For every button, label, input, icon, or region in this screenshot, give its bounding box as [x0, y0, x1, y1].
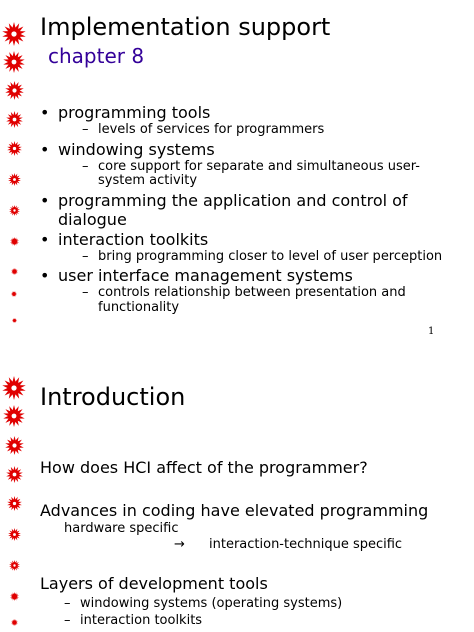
star-decoration-column [0, 372, 30, 632]
bullet-text: • user interface management systems [58, 266, 353, 285]
starburst-icon [9, 556, 20, 575]
sub-bullet-list [58, 286, 465, 315]
bullet-item [40, 230, 465, 265]
layer-item: interaction toolkits [80, 613, 203, 628]
starburst-icon [9, 201, 20, 220]
starburst-icon [11, 611, 18, 630]
layer-item: windowing systems (operating systems) [80, 596, 343, 611]
slide-2 [0, 372, 474, 632]
intro-interaction-specific: interaction-technique specific [209, 537, 403, 552]
layer-dash: – [64, 596, 71, 611]
starburst-icon [10, 231, 19, 250]
intro-layers: Layers of development tools [40, 574, 268, 593]
bullet-text: • programming tools [58, 103, 211, 122]
sub-bullet-item: – controls relationship between presentation and functionality [82, 286, 465, 315]
intro-hardware-specific: hardware specific [64, 521, 179, 536]
starburst-icon [2, 22, 26, 50]
slide-title: Introduction [40, 383, 186, 411]
sub-bullet-item: – bring programming closer to level of user perception [82, 250, 465, 265]
starburst-icon [12, 308, 17, 327]
starburst-icon [2, 376, 26, 404]
starburst-icon [6, 466, 23, 487]
sub-bullet-list [58, 250, 465, 265]
bullet-text: • windowing systems [58, 139, 215, 159]
bullet-text: • interaction toolkits [58, 229, 209, 249]
bullet-text: • programming the application and control of dialogue [58, 190, 408, 229]
slide-subtitle: chapter 8 [48, 44, 145, 68]
starburst-icon [5, 436, 24, 459]
starburst-icon [8, 171, 21, 190]
intro-question: How does HCI affect of the programmer? [40, 458, 368, 477]
starburst-icon [10, 586, 19, 605]
starburst-icon [7, 496, 22, 515]
starburst-icon [3, 405, 25, 431]
intro-advances: Advances in coding have elevated programming [40, 501, 429, 520]
arrow-icon: → [174, 537, 185, 552]
bullet-item [40, 266, 465, 315]
sub-bullet-list [58, 123, 465, 138]
starburst-icon [5, 81, 24, 104]
starburst-icon [11, 260, 18, 279]
bullet-item [40, 140, 465, 189]
starburst-icon [6, 111, 23, 132]
slide-title: Implementation support [40, 13, 331, 41]
layer-dash: – [64, 613, 71, 628]
page-number: 1 [428, 326, 435, 337]
starburst-icon [11, 282, 17, 301]
starburst-icon [8, 526, 21, 545]
starburst-icon [3, 51, 25, 77]
sub-bullet-item: – levels of services for programmers [82, 123, 465, 138]
sub-bullet-item: – core support for separate and simultaneous user-system activity [82, 160, 465, 189]
sub-bullet-list [58, 160, 465, 189]
bullet-item [40, 191, 465, 229]
bullet-list [40, 103, 465, 317]
bullet-item [40, 103, 465, 138]
star-decoration-column [0, 0, 30, 350]
starburst-icon [7, 141, 22, 160]
